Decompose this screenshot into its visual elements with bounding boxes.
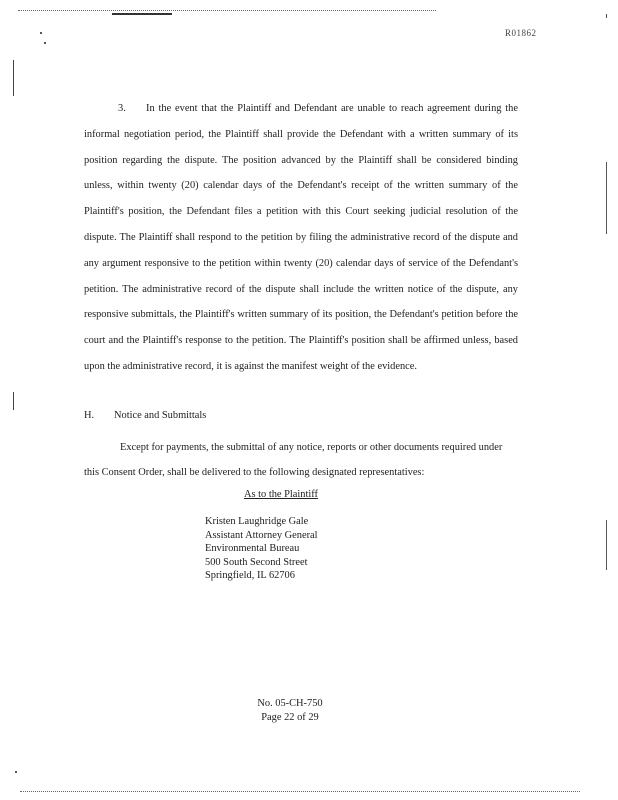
page-number: Page 22 of 29	[261, 712, 319, 723]
section-number: H.	[84, 410, 95, 421]
paragraph-3	[84, 96, 518, 380]
address-line: Assistant Attorney General	[205, 529, 318, 541]
scan-speck	[44, 42, 46, 44]
margin-mark-left	[13, 392, 14, 410]
margin-mark-right	[606, 14, 607, 18]
margin-mark-left	[13, 60, 14, 96]
address-line: Kristen Laughridge Gale	[205, 516, 309, 527]
section-heading	[84, 410, 206, 421]
address-line: Springfield, IL 62706	[205, 570, 295, 581]
address-block	[205, 515, 318, 583]
section-body: Except for payments, the submittal of any notice, reports or other documents required under this Consent Order, shall be delivered to the following designated representatives:	[84, 442, 503, 478]
scan-border-bottom	[20, 791, 580, 792]
section-title: Notice and Submittals	[114, 410, 207, 421]
scan-mark-top	[112, 13, 172, 15]
address-line: 500 South Second Street	[205, 556, 308, 568]
paragraph-text: In the event that the Plaintiff and Defendant are unable to reach agreement during the informal negotiation period, the Plaintiff shall provide the Defendant with a written summary of its position regarding the dispute. The position advanced by the Plaintiff shall be considered binding unless, within twenty (20) calendar days of the Defendant's receipt of the written summary of the Plaintiff's position, the Defendant files a petition with this Court seeking judicial resolution of the dispute. The Plaintiff shall respond to the petition by filing the administrative record of the dispute and any argument responsive to the petition within twenty (20) calendar days of service of the Defendant's petition. The administrative record of the dispute shall include the written notice of the dispute, any responsive submittals, the Plaintiff's written summary of its position, the Defendant's petition before the court and the Plaintiff's response to the petition. The Plaintiff's position shall be affirmed unless, based upon the administrative record, it is against the manifest weight of the evidence.	[84, 103, 518, 372]
scan-speck	[15, 771, 17, 773]
scan-border-top	[18, 10, 436, 11]
page-footer	[230, 697, 350, 725]
scan-speck	[40, 32, 42, 34]
paragraph-number: 3.	[118, 103, 126, 114]
document-id: R01862	[505, 28, 537, 38]
margin-mark-right	[606, 520, 607, 570]
case-number: No. 05-CH-750	[257, 698, 323, 709]
margin-mark-right	[606, 162, 607, 234]
address-heading: As to the Plaintiff	[244, 489, 318, 500]
address-line: Environmental Bureau	[205, 543, 300, 554]
